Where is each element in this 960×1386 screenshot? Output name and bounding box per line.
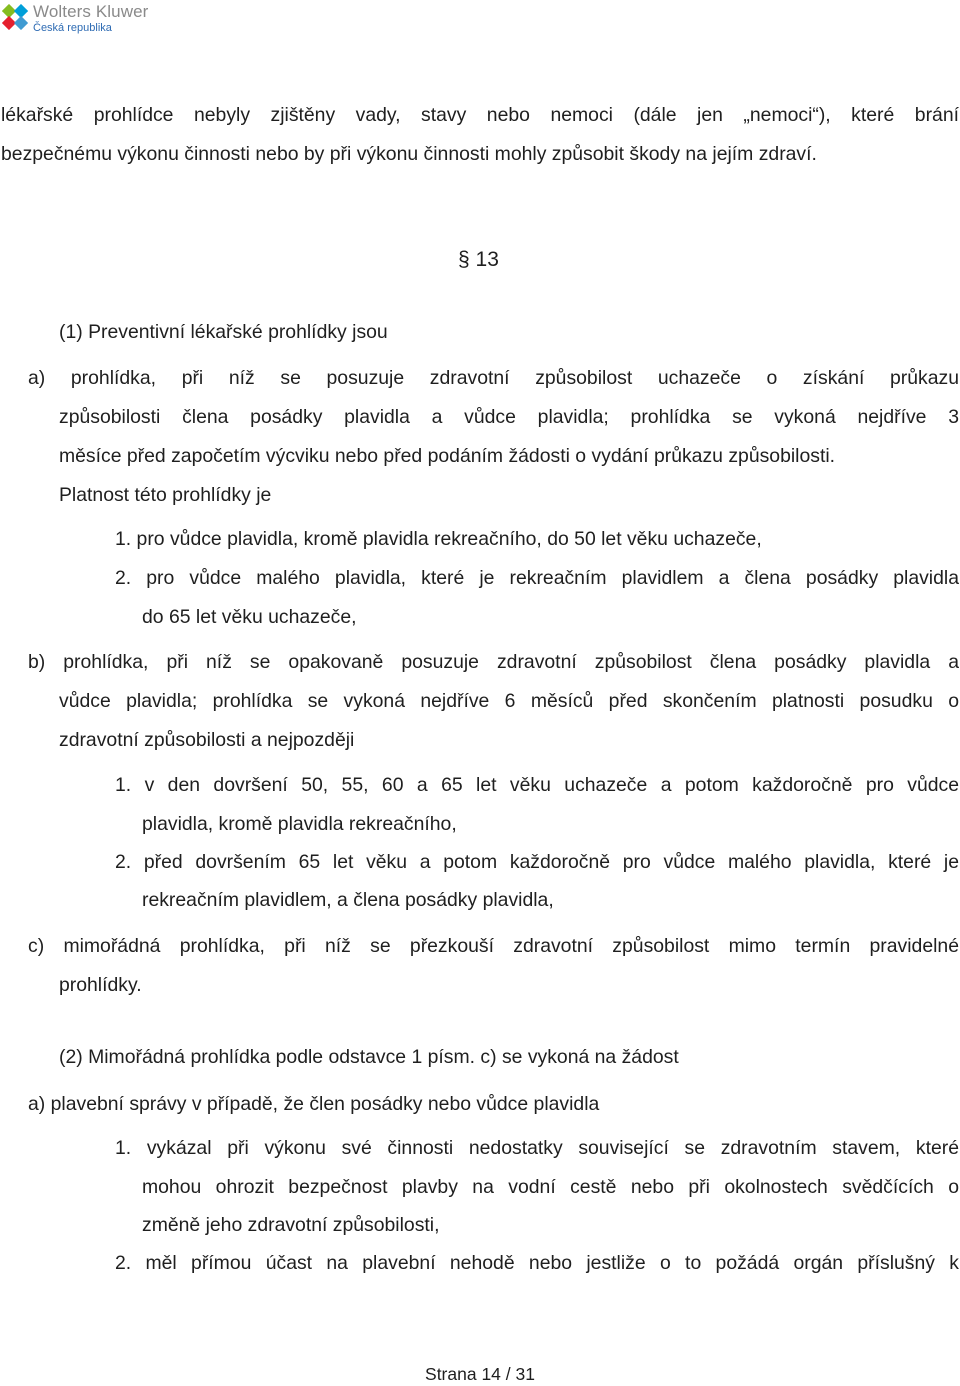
list-item-a-line: Platnost této prohlídky je xyxy=(59,484,272,506)
list-item-b-1: 1. v den dovršení 50, 55, 60 a 65 let věku uchazeče a potom každoročně pro vůdce xyxy=(115,774,959,796)
page-number: Strana 14 / 31 xyxy=(425,1364,535,1384)
logo-name: Wolters Kluwer xyxy=(33,2,149,21)
section-heading: § 13 xyxy=(458,248,499,271)
list-item-c: c) mimořádná prohlídka, při níž se přezkouší zdravotní způsobilost mimo termín pravidelné xyxy=(28,935,959,957)
publisher-logo xyxy=(2,2,182,36)
list-item-c-line: prohlídky. xyxy=(59,974,142,996)
list-item-2a-1-line: mohou ohrozit bezpečnost plavby na vodní cestě nebo při okolnostech svědčících o xyxy=(142,1176,959,1198)
list-item-a-2-line: do 65 let věku uchazeče, xyxy=(142,606,357,628)
logo-subtitle: Česká republika xyxy=(33,22,112,34)
list-item-a-2: 2. pro vůdce malého plavidla, které je rekreačním plavidlem a člena posádky plavidla xyxy=(115,567,959,589)
list-item-a-line: způsobilosti člena posádky plavidla a vůdce plavidla; prohlídka se vykoná nejdříve 3 xyxy=(59,406,959,428)
wolters-kluwer-logo-icon xyxy=(2,4,28,30)
subsection-intro: (1) Preventivní lékařské prohlídky jsou xyxy=(59,321,388,343)
list-item-b-1-line: plavidla, kromě plavidla rekreačního, xyxy=(142,813,457,835)
list-item-b-line: vůdce plavidla; prohlídka se vykoná nejdříve 6 měsíců před skončením platnosti posudku o xyxy=(59,690,959,712)
list-item-2a: a) plavební správy v případě, že člen posádky nebo vůdce plavidla xyxy=(28,1093,600,1115)
list-item-b-line: zdravotní způsobilosti a nejpozději xyxy=(59,729,355,751)
list-item-a: a) prohlídka, při níž se posuzuje zdravotní způsobilost uchazeče o získání průkazu xyxy=(28,367,959,389)
list-item-2a-1-line: změně jeho zdravotní způsobilosti, xyxy=(142,1214,440,1236)
paragraph-line: bezpečnému výkonu činnosti nebo by při výkonu činnosti mohly způsobit škody na jejím zdraví. xyxy=(1,143,817,165)
list-item-2a-1: 1. vykázal při výkonu své činnosti nedostatky související se zdravotním stavem, které xyxy=(115,1137,959,1159)
paragraph-line: lékařské prohlídce nebyly zjištěny vady, stavy nebo nemoci (dále jen „nemoci“), které brání xyxy=(1,104,959,126)
list-item-b: b) prohlídka, při níž se opakovaně posuzuje zdravotní způsobilost člena posádky plavidla a xyxy=(28,651,959,673)
list-item-b-2-line: rekreačním plavidlem, a člena posádky plavidla, xyxy=(142,889,554,911)
list-item-a-line: měsíce před započetím výcviku nebo před podáním žádosti o vydání průkazu způsobilosti. xyxy=(59,445,836,467)
subsection-intro: (2) Mimořádná prohlídka podle odstavce 1 písm. c) se vykoná na žádost xyxy=(59,1046,679,1068)
list-item-2a-2: 2. měl přímou účast na plavební nehodě nebo jestliže o to požádá orgán příslušný k xyxy=(115,1252,959,1274)
list-item-a-1: 1. pro vůdce plavidla, kromě plavidla rekreačního, do 50 let věku uchazeče, xyxy=(115,528,762,550)
list-item-b-2: 2. před dovršením 65 let věku a potom každoročně pro vůdce malého plavidla, které je xyxy=(115,851,959,873)
